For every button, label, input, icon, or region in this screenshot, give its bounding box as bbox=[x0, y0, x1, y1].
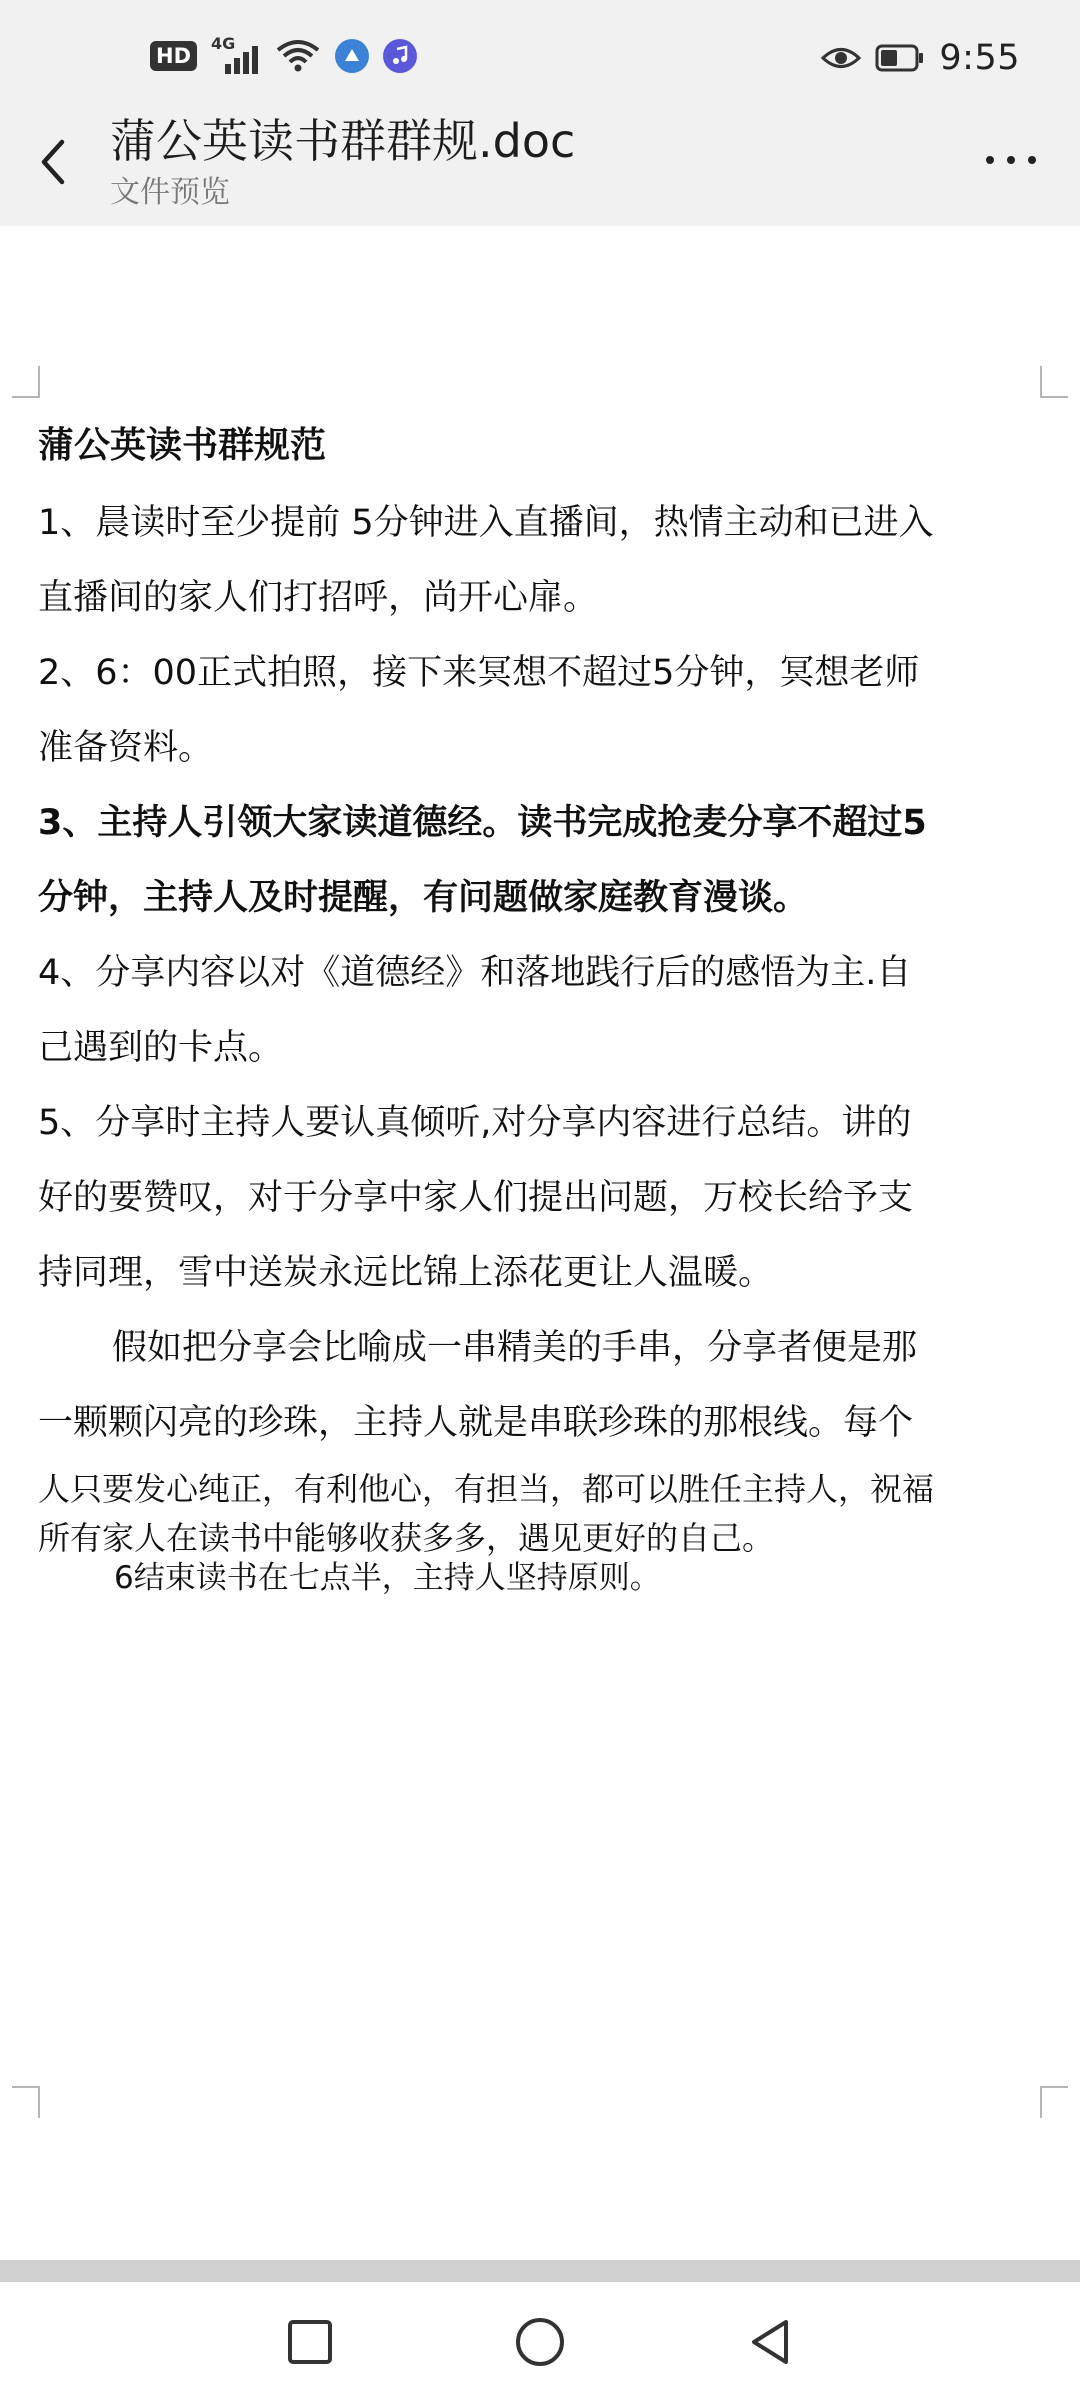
document-preview[interactable] bbox=[0, 226, 1080, 2196]
back-arrow-icon[interactable] bbox=[32, 130, 76, 194]
horizontal-scroll-track[interactable] bbox=[0, 2260, 1080, 2282]
paragraph-line: 5、分享时主持人要认真倾听,对分享内容进行总结。讲的 bbox=[38, 1103, 912, 1143]
circle-icon[interactable] bbox=[510, 2312, 570, 2372]
crop-mark-bottom-right bbox=[1040, 2086, 1068, 2118]
paragraph-line-small: 所有家人在读书中能够收获多多，遇见更好的自己。 bbox=[38, 1519, 775, 1557]
paragraph-line: 1、晨读时至少提前 5分钟进入直播间，热情主动和已进入 bbox=[38, 503, 934, 543]
paragraph-line: 直播间的家人们打招呼，尚开心扉。 bbox=[38, 578, 599, 618]
more-options-icon[interactable] bbox=[982, 150, 1040, 170]
wifi-icon bbox=[275, 38, 321, 74]
eye-comfort-icon bbox=[821, 43, 861, 73]
document-heading: 蒲公英读书群规范 bbox=[38, 425, 327, 466]
browser-notification-icon bbox=[335, 39, 369, 73]
document-body bbox=[38, 406, 1048, 1598]
battery-icon bbox=[875, 43, 925, 73]
clock: 9:55 bbox=[939, 38, 1020, 78]
status-right-icons bbox=[821, 38, 1020, 78]
paragraph-line-bold: 3、主持人引领大家读道德经。读书完成抢麦分享不超过5 bbox=[38, 803, 927, 843]
system-navigation-bar bbox=[0, 2282, 1080, 2400]
app-bar bbox=[0, 110, 1080, 226]
crop-mark-top-right bbox=[1040, 366, 1068, 398]
crop-mark-bottom-left bbox=[12, 2086, 40, 2118]
paragraph-line: 一颗颗闪亮的珍珠，主持人就是串联珍珠的那根线。每个 bbox=[38, 1403, 914, 1443]
hd-voice-indicator: HD bbox=[150, 41, 197, 71]
square-icon[interactable] bbox=[280, 2312, 340, 2372]
paragraph-line: 持同理，雪中送炭永远比锦上添花更让人温暖。 bbox=[38, 1253, 774, 1293]
paragraph-line: 准备资料。 bbox=[38, 728, 214, 768]
paragraph-line-indented: 假如把分享会比喻成一串精美的手串，分享者便是那 bbox=[112, 1328, 918, 1368]
paragraph-line: 4、分享内容以对《道德经》和落地践行后的感悟为主.自 bbox=[38, 953, 912, 993]
paragraph-line: 2、6：00正式拍照，接下来冥想不超过5分钟，冥想老师 bbox=[38, 653, 920, 693]
status-bar bbox=[0, 0, 1080, 110]
triangle-back-icon[interactable] bbox=[740, 2312, 800, 2372]
paragraph-line-bold: 分钟，主持人及时提醒，有问题做家庭教育漫谈。 bbox=[38, 878, 809, 918]
status-left-icons bbox=[150, 34, 417, 74]
music-notification-icon bbox=[383, 39, 417, 73]
cellular-signal-icon bbox=[211, 34, 261, 74]
paragraph-line: 己遇到的卡点。 bbox=[38, 1028, 284, 1068]
network-type-label: 4G bbox=[211, 34, 236, 53]
document-title: 蒲公英读书群群规.doc bbox=[110, 114, 576, 168]
paragraph-line-small: 人只要发心纯正，有利他心，有担当，都可以胜任主持人，祝福 bbox=[38, 1470, 935, 1508]
paragraph-line: 好的要赞叹，对于分享中家人们提出问题，万校长给予支 bbox=[38, 1178, 914, 1218]
file-preview-subtitle: 文件预览 bbox=[110, 175, 230, 210]
crop-mark-top-left bbox=[12, 366, 40, 398]
paragraph-line-small-indented: 6结束读书在七点半，主持人坚持原则。 bbox=[114, 1560, 661, 1596]
